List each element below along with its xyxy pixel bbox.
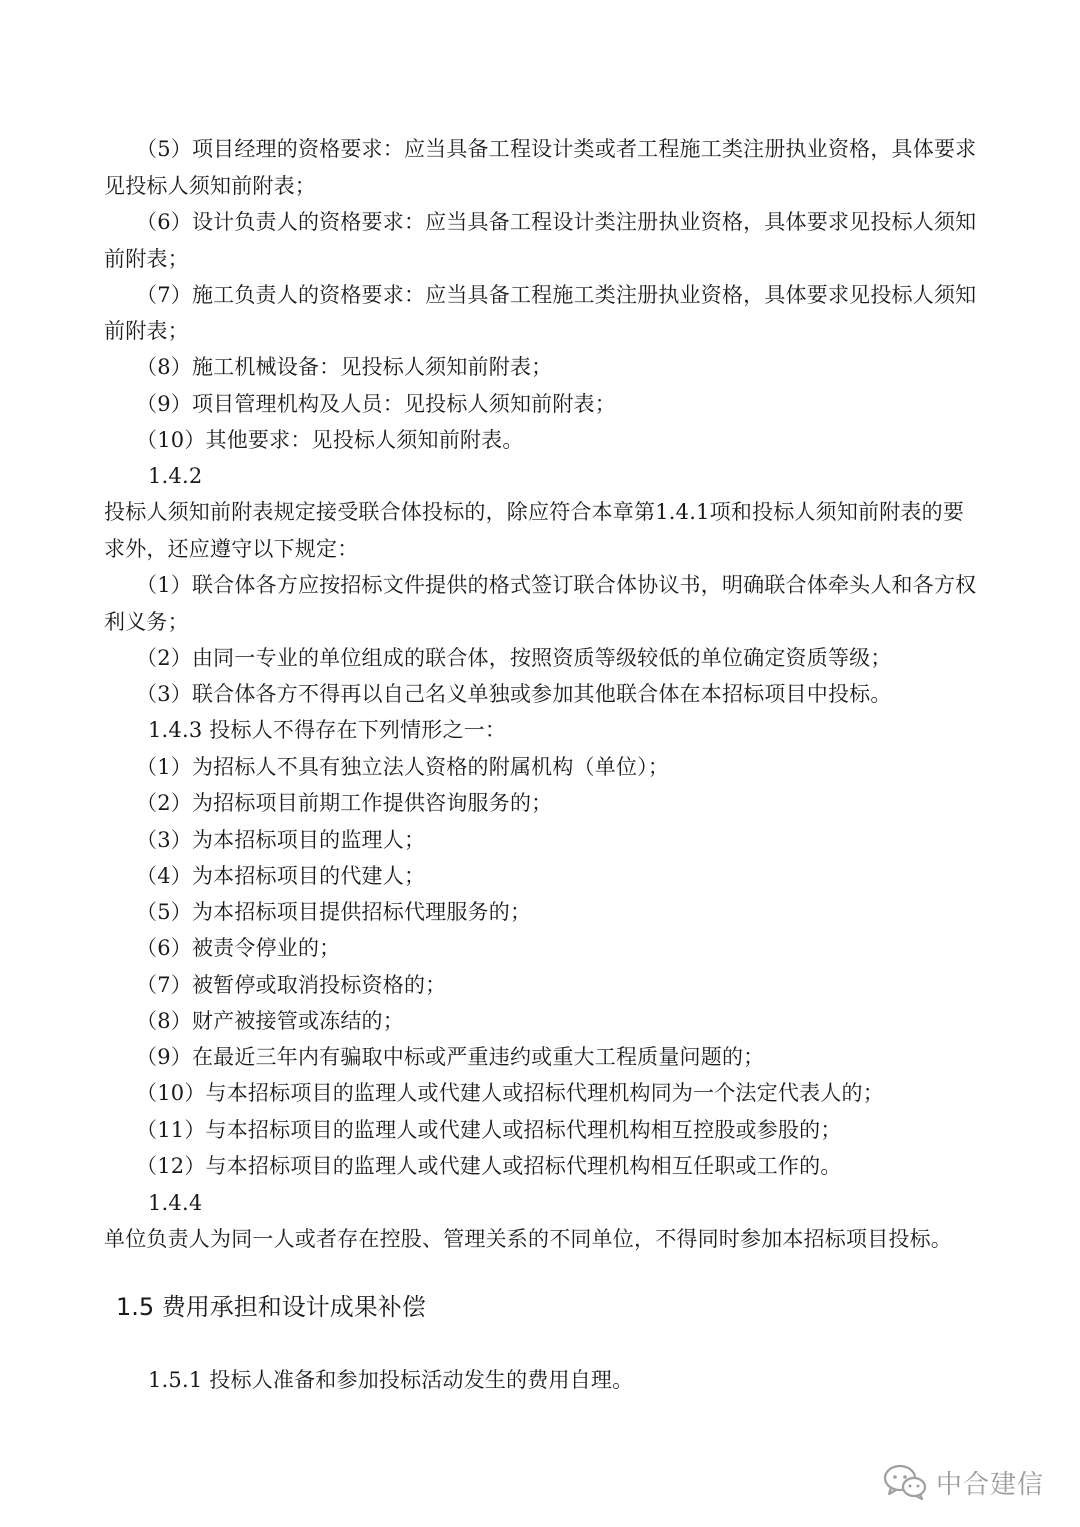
section-number: 1.4.4 <box>148 1191 203 1215</box>
text-line: （7）施工负责人的资格要求：应当具备工程施工类注册执业资格，具体要求见投标人须知 <box>136 283 977 307</box>
text-line: （6）被责令停业的； <box>136 936 341 960</box>
text-line: （9）项目管理机构及人员：见投标人须知前附表； <box>136 392 616 416</box>
text-line: 求外，还应遵守以下规定： <box>104 537 359 561</box>
text-line: 前附表； <box>104 319 189 343</box>
text-line: （1）联合体各方应按招标文件提供的格式签订联合体协议书，明确联合体牵头人和各方权 <box>136 573 977 597</box>
text-line: （12）与本招标项目的监理人或代建人或招标代理机构相互任职或工作的。 <box>136 1154 842 1178</box>
text-line: （2）由同一专业的单位组成的联合体，按照资质等级较低的单位确定资质等级； <box>136 646 892 670</box>
text-line: （3）联合体各方不得再以自己名义单独或参加其他联合体在本招标项目中投标。 <box>136 682 892 706</box>
text-line: （8）财产被接管或冻结的； <box>136 1009 404 1033</box>
text-line: 前附表； <box>104 247 189 271</box>
wechat-icon <box>882 1462 928 1502</box>
text-line: （4）为本招标项目的代建人； <box>136 864 426 888</box>
section-heading: 1.5 费用承担和设计成果补偿 <box>116 1293 426 1321</box>
text-line: （5）项目经理的资格要求：应当具备工程设计类或者工程施工类注册执业资格，具体要求 <box>136 137 977 161</box>
watermark <box>882 1462 1044 1502</box>
text-line: （5）为本招标项目提供招标代理服务的； <box>136 900 532 924</box>
text-line: （10）其他要求：见投标人须知前附表。 <box>136 428 524 452</box>
text-line: （6）设计负责人的资格要求：应当具备工程设计类注册执业资格，具体要求见投标人须知 <box>136 210 977 234</box>
watermark-text: 中合建信 <box>936 1469 1045 1500</box>
text-line: （11）与本招标项目的监理人或代建人或招标代理机构相互控股或参股的； <box>136 1118 842 1142</box>
text-line: （9）在最近三年内有骗取中标或严重违约或重大工程质量问题的； <box>136 1045 765 1069</box>
text-line: （1）为招标人不具有独立法人资格的附属机构（单位）； <box>136 755 670 779</box>
text-line: （8）施工机械设备：见投标人须知前附表； <box>136 355 553 379</box>
text-line: 单位负责人为同一人或者存在控股、管理关系的不同单位，不得同时参加本招标项目投标。 <box>104 1227 952 1251</box>
text-line: 见投标人须知前附表； <box>104 174 316 198</box>
text-line: 1.4.3 投标人不得存在下列情形之一： <box>148 718 507 742</box>
text-line: （3）为本招标项目的监理人； <box>136 828 426 852</box>
text-line: 投标人须知前附表规定接受联合体投标的，除应符合本章第1.4.1项和投标人须知前附表的要 <box>104 500 965 524</box>
text-line: （7）被暂停或取消投标资格的； <box>136 973 447 997</box>
section-number: 1.4.2 <box>148 464 203 488</box>
text-line: 利义务； <box>104 610 189 634</box>
text-line: （2）为招标项目前期工作提供咨询服务的； <box>136 791 553 815</box>
text-line: （10）与本招标项目的监理人或代建人或招标代理机构同为一个法定代表人的； <box>136 1081 884 1105</box>
text-line: 1.5.1 投标人准备和参加投标活动发生的费用自理。 <box>148 1368 634 1392</box>
